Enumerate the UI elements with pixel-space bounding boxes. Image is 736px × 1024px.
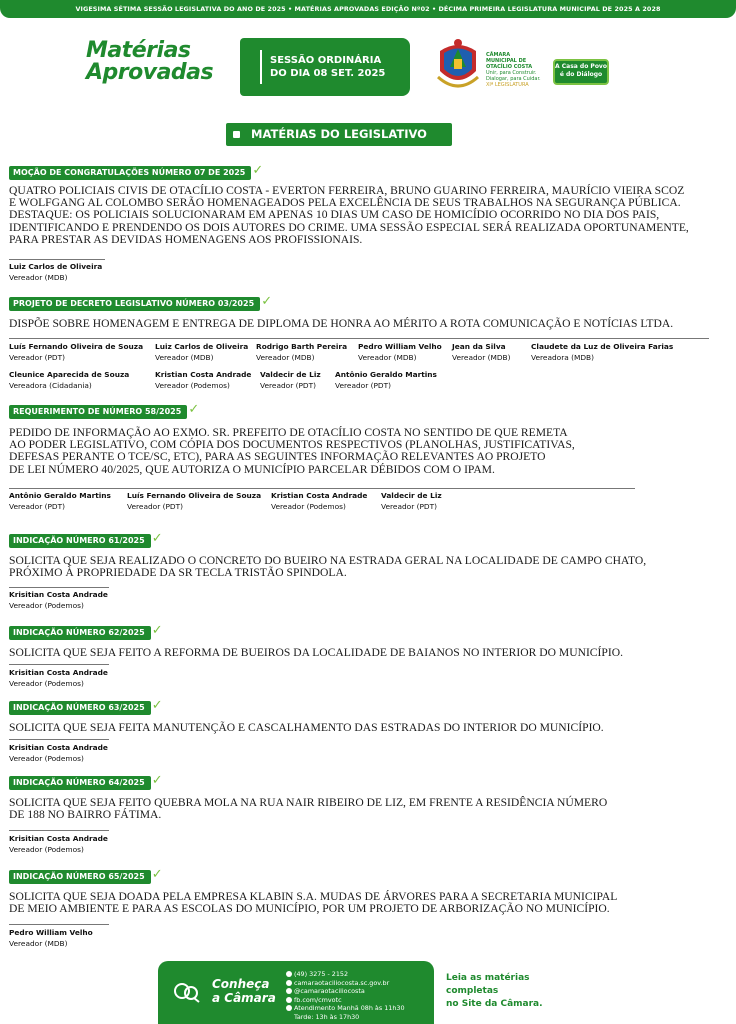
signature-rule (9, 739, 109, 740)
item-tag (9, 773, 163, 790)
chat-icon (172, 981, 200, 1003)
signer-role: Vereador (PDT) (260, 380, 317, 390)
signer (256, 342, 347, 363)
signer-name: Pedro William Velho (9, 928, 93, 937)
item-tag-label: MOÇÃO DE CONGRATULAÇÕES NÚMERO 07 DE 2025 (13, 168, 246, 177)
note-line-3: no Site da Câmara. (446, 999, 543, 1009)
item-text: PEDIDO DE INFORMAÇÃO AO EXMO. SR. PREFEITO DE OTACÍLIO COSTA NO SENTIDO DE QUE REMETA AO PODER LEGISLATIVO, COM CÓPIA DOS DOCUMENTOS RESPECTIVOS (PLANOLHAS, JUSTIFICATIVAS, DEFESAS PERANTE O TCE/SC, ETC), PARA AS SEGUINTES INFORMAÇÃO RELEVANTES AO PROJETO DE LEI NÚMERO 40/2025, QUE AUTORIZA O MUNICÍPIO PARCELAR DÉBIDOS COM O IPAM. (9, 426, 575, 476)
signer-name: Pedro William Velho (358, 342, 442, 351)
check-icon: ✓ (188, 402, 200, 417)
signer-name: Luís Fernando Oliveira de Souza (9, 342, 144, 351)
signer-name: Claudete da Luz de Oliveira Farias (531, 342, 674, 351)
signer-name: Valdecir de Liz (381, 491, 442, 500)
site-row[interactable] (286, 979, 405, 988)
signer (260, 370, 321, 391)
signer-role: Vereador (PDT) (9, 352, 66, 362)
signer-role: Vereador (Podemos) (9, 753, 84, 763)
camara-line-2: MUNICIPAL DE (486, 58, 527, 64)
note-line-2: completas (446, 986, 499, 996)
casa-line-2: é do Diálogo (559, 71, 603, 78)
read-more-note (446, 972, 543, 1011)
signer-name: Krisitian Costa Andrade (9, 834, 108, 843)
signer-name: Krisitian Costa Andrade (9, 590, 108, 599)
signer-role: Vereador (Podemos) (9, 600, 84, 610)
signer-role: Vereador (Podemos) (9, 678, 84, 688)
clock-icon (286, 1005, 292, 1011)
signer-role: Vereador (PDT) (127, 501, 184, 511)
casa-line-1: A Casa do Povo (555, 63, 607, 70)
item-tag-label: INDICAÇÃO NÚMERO 63/2025 (13, 703, 145, 712)
signer-role: Vereador (Podemos) (155, 380, 230, 390)
signature-rule (9, 587, 109, 588)
signature-rule (9, 259, 105, 260)
check-icon: ✓ (151, 531, 163, 546)
item-tag (9, 402, 200, 419)
signer-name: Rodrigo Barth Pereira (256, 342, 348, 351)
casa-do-povo-logo (553, 59, 609, 85)
signer-role: Vereador (PDT) (381, 501, 438, 511)
signer (9, 342, 143, 363)
signer-role: Vereadora (MDB) (531, 352, 595, 362)
session-line-1: SESSÃO ORDINÁRIA (270, 55, 382, 66)
instagram-icon (286, 988, 292, 994)
signer (9, 928, 93, 949)
camara-line-3: OTACÍLIO COSTA (486, 64, 533, 70)
signer (335, 370, 437, 391)
signer-role: Vereador (MDB) (358, 352, 417, 362)
item-tag (9, 698, 163, 715)
check-icon: ✓ (151, 773, 163, 788)
signer-name: Kristian Costa Andrade (271, 491, 368, 500)
signer-name: Valdecir de Liz (260, 370, 321, 379)
item-tag (9, 867, 163, 884)
check-icon: ✓ (151, 867, 163, 882)
signer-role: Vereador (Podemos) (271, 501, 346, 511)
signer-name: Krisitian Costa Andrade (9, 668, 108, 677)
hours-row (286, 1004, 405, 1013)
check-icon: ✓ (151, 698, 163, 713)
page-title (86, 40, 236, 84)
item-tag-label: INDICAÇÃO NÚMERO 61/2025 (13, 536, 145, 545)
item-text: SOLICITA QUE SEJA DOADA PELA EMPRESA KLABIN S.A. MUDAS DE ÁRVORES PARA A SECRETARIA MUNICIPAL DE MEIO AMBIENTE E PARA AS ESCOLAS DO MUNICÍPIO, POR UM PROJETO DE ARBORIZAÇÃO NO MUNICÍPIO. (9, 890, 618, 916)
signer (531, 342, 673, 363)
signer-role: Vereador (PDT) (9, 501, 66, 511)
signature-rule (9, 924, 109, 925)
signer (9, 370, 129, 391)
item-tag (9, 294, 273, 311)
signer (9, 668, 108, 689)
phone-icon (286, 971, 292, 977)
signer (9, 491, 111, 512)
signer-role: Vereador (MDB) (256, 352, 315, 362)
signer (381, 491, 442, 512)
check-icon: ✓ (261, 294, 273, 309)
item-tag-label: REQUERIMENTO DE NÚMERO 58/2025 (13, 407, 182, 416)
signer-name: Kristian Costa Andrade (155, 370, 252, 379)
signature-rule (9, 488, 635, 489)
signer-role: Vereador (PDT) (335, 380, 392, 390)
signer (9, 590, 108, 611)
signer-name: Jean da Silva (452, 342, 506, 351)
signer (9, 262, 102, 283)
signer-role: Vereador (MDB) (9, 272, 68, 282)
signer (9, 743, 108, 764)
signer-role: Vereador (MDB) (155, 352, 214, 362)
hours-row-2 (286, 1013, 405, 1022)
check-icon: ✓ (151, 623, 163, 638)
hours-text-2: Tarde: 13h às 17h30 (294, 1012, 360, 1021)
phone-row (286, 970, 405, 979)
signer (9, 834, 108, 855)
signature-rule (9, 830, 109, 831)
signer (452, 342, 511, 363)
signer-role: Vereadora (Cidadania) (9, 380, 92, 390)
item-text: DISPÕE SOBRE HOMENAGEM E ENTREGA DE DIPLOMA DE HONRA AO MÉRITO A ROTA COMUNICAÇÃO E NOTÍCIAS LTDA. (9, 317, 674, 330)
item-tag-label: INDICAÇÃO NÚMERO 64/2025 (13, 778, 145, 787)
top-banner: VIGESIMA SÉTIMA SESSÃO LEGISLATIVA DO ANO DE 2025 • MATÉRIAS APROVADAS EDIÇÃO Nº02 • DÉCIMA PRIMEIRA LEGISLATURA MUNICIPAL DE 2025 A 2028 (0, 0, 736, 18)
session-badge (240, 38, 410, 96)
signature-rule (9, 338, 709, 339)
session-line-2: DO DIA 08 SET. 2025 (270, 68, 386, 79)
section-title: MATÉRIAS DO LEGISLATIVO (226, 123, 452, 146)
check-icon: ✓ (252, 163, 264, 178)
camara-line-1: CÂMARA (486, 52, 511, 58)
item-text: SOLICITA QUE SEJA FEITO QUEBRA MOLA NA RUA NAIR RIBEIRO DE LIZ, EM FRENTE A RESIDÊNCIA NÚMERO DE 188 NO BAIRRO FÁTIMA. (9, 796, 608, 822)
footer-cta-line-1: Conheça (212, 977, 270, 991)
item-text: SOLICITA QUE SEJA FEITA MANUTENÇÃO E CASCALHAMENTO DAS ESTRADAS DO INTERIOR DO MUNICÍPIO. (9, 721, 604, 734)
item-tag-label: PROJETO DE DECRETO LEGISLATIVO NÚMERO 03/2025 (13, 299, 255, 308)
signer-role: Vereador (MDB) (452, 352, 511, 362)
hours-text-1: Atendimento Manhã 08h às 11h30 (294, 1004, 405, 1013)
signer-name: Krisitian Costa Andrade (9, 743, 108, 752)
signature-rule (9, 664, 109, 665)
instagram-row[interactable] (286, 987, 405, 996)
facebook-row[interactable] (286, 996, 405, 1005)
signer-name: Luís Fernando Oliveira de Souza (127, 491, 262, 500)
signer-role: Vereador (MDB) (9, 938, 68, 948)
camara-slogan-2: Dialogar, para Cuidar. (486, 76, 541, 82)
item-text: QUATRO POLICIAIS CIVIS DE OTACÍLIO COSTA - EVERTON FERREIRA, BRUNO GUARINO FERREIRA, MAURÍCIO VIEIRA SCOZ E WOLFGANG AL COLOMBO SERÃO HOMENAGEADOS PELA EXCELÊNCIA DE SEUS TRABALHOS NA SEGURANÇA PÚBLICA. DESTAQUE: OS POLICIAIS SOLUCIONARAM EM APENAS 10 DIAS UM CASO DE HOMICÍDIO OCORRIDO NO DIA DOS PAIS, IDENTIFICANDO E PRENDENDO OS DOIS AUTORES DO CRIME. UMA SESSÃO ESPECIAL SERÁ REALIZADA OPORTUNAMENTE, PARA PRESTAR AS DEVIDAS HOMENAGENS AOS PROFISSIONAIS. (9, 184, 689, 246)
item-text: SOLICITA QUE SEJA FEITO A REFORMA DE BUEIROS DA LOCALIDADE DE BAIANOS NO INTERIOR DO MUNICÍPIO. (9, 646, 623, 659)
signer (155, 342, 248, 363)
session-divider (260, 50, 262, 84)
signer (155, 370, 251, 391)
camara-legislatura: XIª LEGISLATURA (486, 82, 529, 88)
signer-role: Vereador (Podemos) (9, 844, 84, 854)
footer-contact (158, 961, 434, 1024)
footer-cta-line-2: a Câmara (212, 991, 276, 1005)
site-link[interactable]: camaraotaciliocosta.sc.gov.br (294, 978, 390, 987)
signer (127, 491, 261, 512)
note-line-1: Leia as matérias (446, 973, 530, 983)
signer-name: Antônio Geraldo Martins (9, 491, 111, 500)
signer (358, 342, 442, 363)
title-line-2: Aprovadas (86, 60, 214, 85)
signer-name: Cleunice Aparecida de Souza (9, 370, 130, 379)
item-tag (9, 163, 264, 180)
item-tag-label: INDICAÇÃO NÚMERO 65/2025 (13, 872, 145, 881)
camara-slogan-1: Unir, para Construir. (486, 70, 537, 76)
globe-icon (286, 980, 292, 986)
title-line-1: Matérias (86, 38, 191, 63)
phone-text: (49) 3275 - 2152 (294, 970, 349, 978)
signer-name: Luiz Carlos de Oliveira (9, 262, 103, 271)
item-tag (9, 531, 163, 548)
facebook-link[interactable]: fb.com/cmvotc (294, 995, 342, 1004)
signer (271, 491, 367, 512)
camara-logo-text (486, 52, 550, 88)
item-tag-label: INDICAÇÃO NÚMERO 62/2025 (13, 628, 145, 637)
item-tag (9, 623, 163, 640)
coat-of-arms-icon (436, 37, 480, 95)
signer-name: Luiz Carlos de Oliveira (155, 342, 249, 351)
instagram-link[interactable]: @camaraotaciliocosta (294, 987, 365, 996)
facebook-icon (286, 997, 292, 1003)
item-text: SOLICITA QUE SEJA REALIZADO O CONCRETO DO BUEIRO NA ESTRADA GERAL NA LOCALIDADE DE CAMPO CHATO, PRÓXIMO À PROPRIEDADE DA SR TECLA TRISTÃO SPINDOLA. (9, 554, 647, 580)
signer-name: Antônio Geraldo Martins (335, 370, 437, 379)
